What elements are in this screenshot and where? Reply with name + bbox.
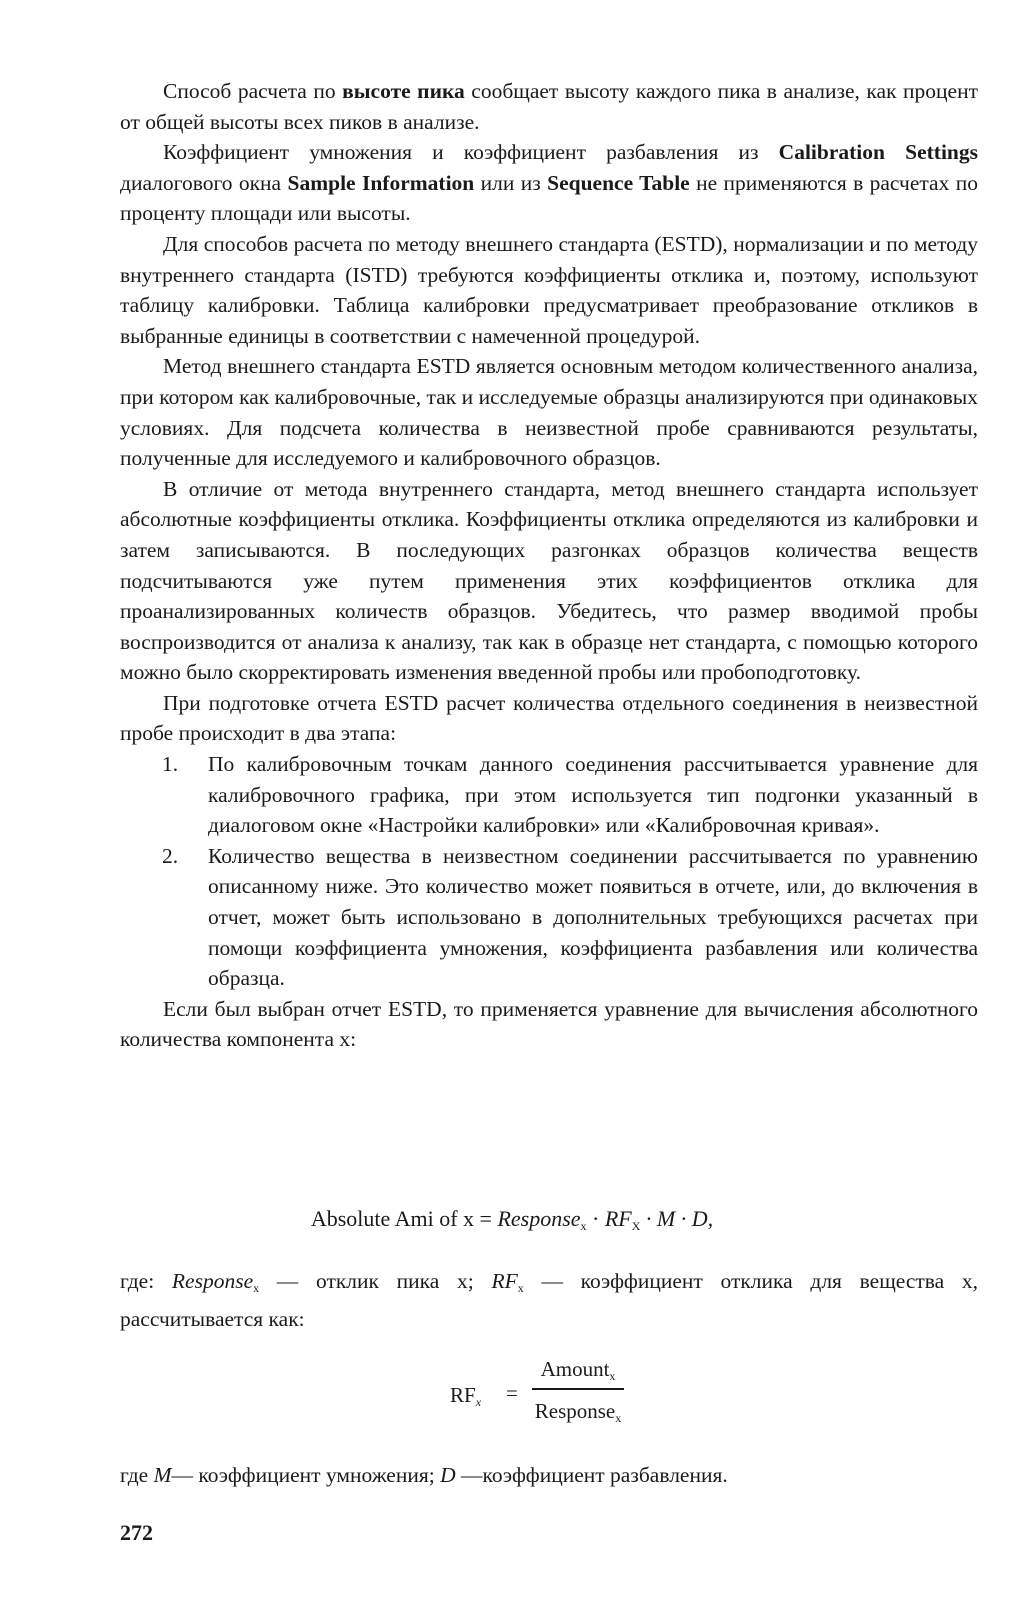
text-run: не применяются в расчетах по проценту площади или высоты.: [120, 170, 978, 226]
formula-subscript: x: [517, 1281, 524, 1295]
formula-lhs: [450, 1383, 481, 1410]
paragraph-estd-method: Метод внешнего стандарта ESTD является основным методом количественного анализа, при котором как калибровочные, так и исследуемые образцы анализируются при одинаковых условиях. Для подсчета количества в неизвестной пробе сравниваются результаты, полученные для исследуемого и калибровочного образцов.: [120, 354, 978, 471]
list-item: [120, 841, 978, 994]
list-number: 1.: [162, 752, 179, 777]
text-run: Способ расчета по: [163, 79, 343, 103]
fraction-denominator: [532, 1396, 624, 1426]
formula-subscript: x: [609, 1369, 616, 1383]
formula-subscript: x: [615, 1410, 622, 1425]
list-text: Количество вещества в неизвестном соединении рассчитывается по уравнению описанному ниже. Это количество может появиться в отчете, или, до включения в отчет, может быть использовано в дополнительных требующихся расчетах при помощи коэффициента умножения, коэффициента разбавления или количества образца.: [208, 843, 978, 991]
text-run: сообщает высоту каждого пика в анализе, как процент от общей высоты всех пиков в анализе.: [120, 79, 978, 134]
formula-response-factor: [450, 1354, 690, 1434]
bold-term: Sequence Table: [547, 170, 690, 195]
formula-explanation: [120, 1266, 978, 1335]
body-text: [120, 76, 978, 1055]
text-run: — отклик пика x;: [259, 1269, 492, 1293]
paragraph-factors: [120, 137, 978, 229]
text-run: диалогового окна: [120, 170, 288, 195]
fraction-bar: [532, 1388, 624, 1390]
formula-var: · M · D,: [640, 1206, 714, 1231]
text-run: или из: [474, 170, 548, 195]
paragraph-two-stages: При подготовке отчета ESTD расчет количества отдельного соединения в неизвестной пробе происходит в два этапа:: [120, 690, 978, 746]
formula-legend: [120, 1463, 728, 1488]
text-run: — коэффициент умножения;: [171, 1463, 441, 1487]
formula-text: Response: [534, 1398, 616, 1423]
numbered-list: [120, 749, 978, 994]
fraction-numerator: [532, 1354, 624, 1384]
formula-var: Response: [171, 1269, 254, 1293]
formula-text: ·: [586, 1206, 605, 1231]
text-run: — коэффициент отклика для вещества x, рассчитывается как:: [120, 1269, 979, 1331]
list-number: 2.: [162, 843, 179, 868]
bold-term: высоте пика: [342, 79, 465, 103]
paragraph-istd-comparison: В отличие от метода внутреннего стандарта, метод внешнего стандарта использует абсолютные коэффициенты отклика. Коэффициенты отклика определяются из калибровки и затем записываются. В последующих разгонках образцов количества веществ подсчитываются уже путем применения этих коэффициентов отклика для проанализированных количеств образцов. Убедитесь, что размер вводимой пробы воспроизводится от анализа к анализу, так как в образце нет стандарта, с помощью которого можно было скорректировать изменения введенной пробы или пробоподготовку.: [120, 476, 978, 685]
text-run: —коэффициент разбавления.: [455, 1463, 728, 1487]
formula-text: Amount: [540, 1357, 610, 1381]
list-item: [120, 749, 978, 841]
formula-absolute-amount: [0, 1206, 1024, 1234]
formula-text: Absolute Ami of x =: [310, 1206, 498, 1231]
paragraph-calibration-table: Для способов расчета по методу внешнего стандарта (ESTD), нормализации и по методу внутреннего стандарта (ISTD) требуются коэффициенты отклика и, поэтому, используют таблицу калибровки. Таблица калибровки предусматривает преобразование откликов в выбранные единицы в соответствии с намеченной процедурой.: [120, 231, 978, 348]
text-run: где:: [120, 1269, 172, 1293]
list-text: По калибровочным точкам данного соединения рассчитывается уравнение для калибровочного графика, при этом используется тип подгонки указанный в диалоговом окне «Настройки калибровки» или «Калибровочная кривая».: [208, 752, 978, 838]
formula-var: RF: [604, 1206, 632, 1231]
text-run: Коэффициент умножения и коэффициент разбавления из: [163, 140, 779, 165]
formula-subscript: x: [475, 1395, 482, 1409]
text-run: где: [120, 1463, 154, 1487]
formula-var: D: [440, 1463, 456, 1487]
formula-var: Response: [497, 1206, 581, 1231]
bold-term: Calibration Settings: [778, 140, 978, 165]
fraction: [532, 1354, 624, 1426]
formula-subscript: x: [580, 1219, 587, 1233]
paragraph-peak-height: [120, 76, 978, 137]
bold-term: Sample Information: [287, 170, 475, 195]
formula-text: RF: [450, 1383, 476, 1407]
formula-var: RF: [491, 1269, 518, 1293]
formula-var: M: [153, 1463, 172, 1487]
page-number: 272: [120, 1520, 153, 1545]
paragraph-estd-equation-intro: Если был выбран отчет ESTD, то применяется уравнение для вычисления абсолютного количества компонента x:: [120, 996, 978, 1052]
formula-subscript: X: [631, 1219, 641, 1233]
equals-sign: =: [506, 1381, 518, 1405]
formula-subscript: x: [253, 1281, 260, 1295]
